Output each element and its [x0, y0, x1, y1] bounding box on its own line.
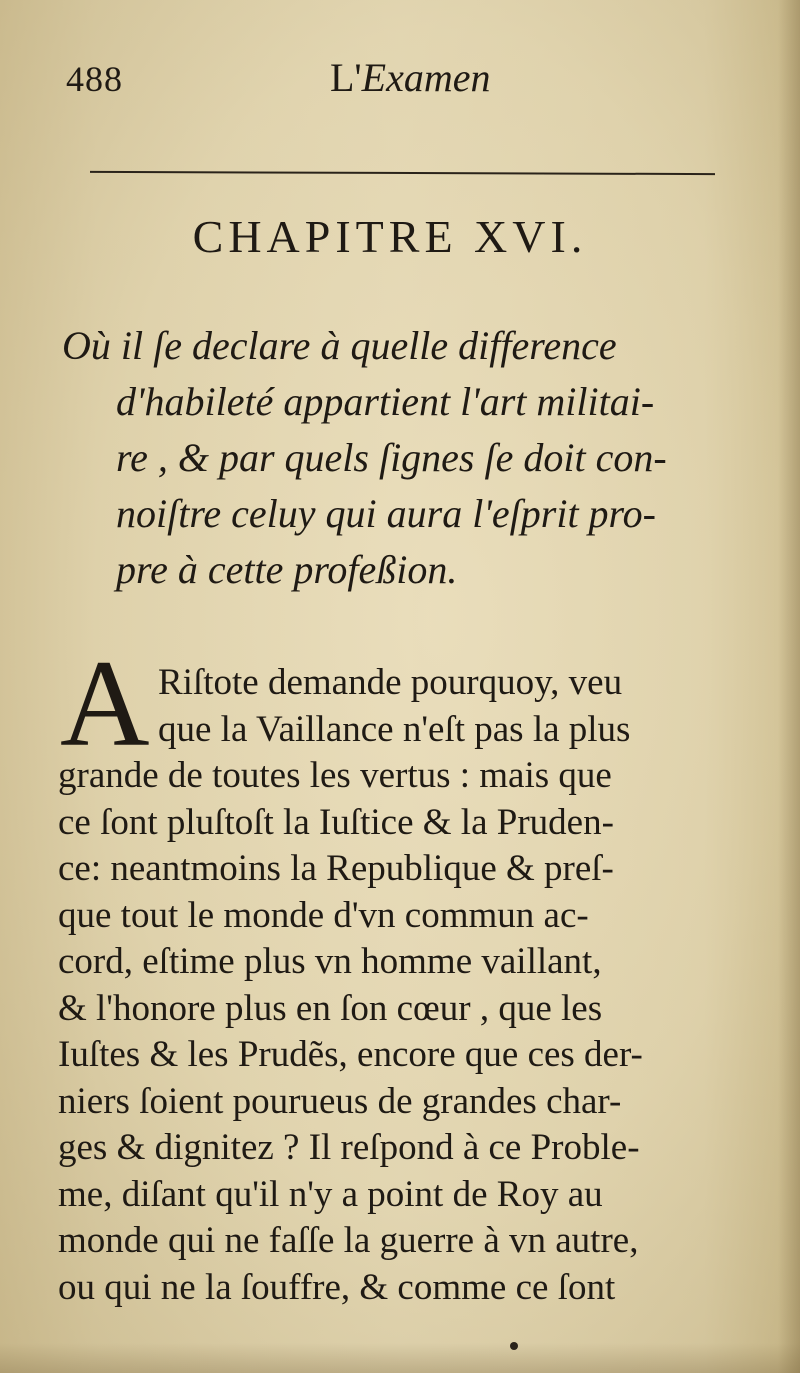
body-text: [58, 660, 728, 1311]
running-title-italic: Examen: [361, 55, 491, 100]
chapter-heading: CHAPITRE XVI.: [192, 211, 588, 262]
text-line: que la Vaillance n'eſt pas la plus: [158, 708, 631, 750]
text-line: ce: neantmoins la Republique & preſ-: [58, 848, 614, 889]
running-title-prefix: L': [330, 55, 362, 100]
text-line: grande de toutes les vertus : mais que: [58, 755, 612, 796]
text-line: Iuſtes & les Prudẽs, encore que ces der-: [58, 1034, 643, 1075]
text-line: Riſtote demande pourquoy, veu: [158, 662, 623, 703]
page-edge-shadow: [778, 0, 800, 1373]
text-line: cord, eſtime plus vn homme vaillant,: [58, 941, 602, 982]
text-line: ou qui ne la ſouffre, & comme ce ſont: [58, 1266, 616, 1308]
chapter-summary: [62, 318, 722, 598]
text-line: ce ſont pluſtoſt la Iuſtice & la Pruden-: [58, 801, 614, 843]
summary-line: pre à cette profeßion.: [116, 547, 458, 592]
summary-line: d'habileté appartient l'art militai-: [116, 379, 655, 424]
header-rule: [90, 171, 715, 175]
running-title: [330, 54, 490, 101]
text-line: que tout le monde d'vn commun ac-: [58, 894, 589, 936]
summary-line: Où il ſe declare à quelle difference: [62, 323, 617, 368]
page-bottom-shadow: [0, 1343, 800, 1373]
ink-dot: [510, 1342, 518, 1350]
text-line: & l'honore plus en ſon cœur , que les: [58, 987, 603, 1029]
running-head: [60, 50, 720, 104]
page-number: 488: [66, 59, 123, 99]
text-line: monde qui ne faſſe la guerre à vn autre,: [58, 1220, 639, 1261]
text-line: ges & dignitez ? Il reſpond à ce Proble-: [58, 1127, 640, 1168]
drop-cap: A: [60, 635, 150, 772]
text-line: me, diſant qu'il n'y a point de Roy au: [58, 1173, 603, 1215]
summary-line: re , & par quels ſignes ſe doit con-: [116, 435, 667, 480]
text-line: niers ſoient pourueus de grandes char-: [58, 1080, 622, 1122]
summary-line: noiſtre celuy qui aura l'eſprit pro-: [116, 491, 656, 536]
